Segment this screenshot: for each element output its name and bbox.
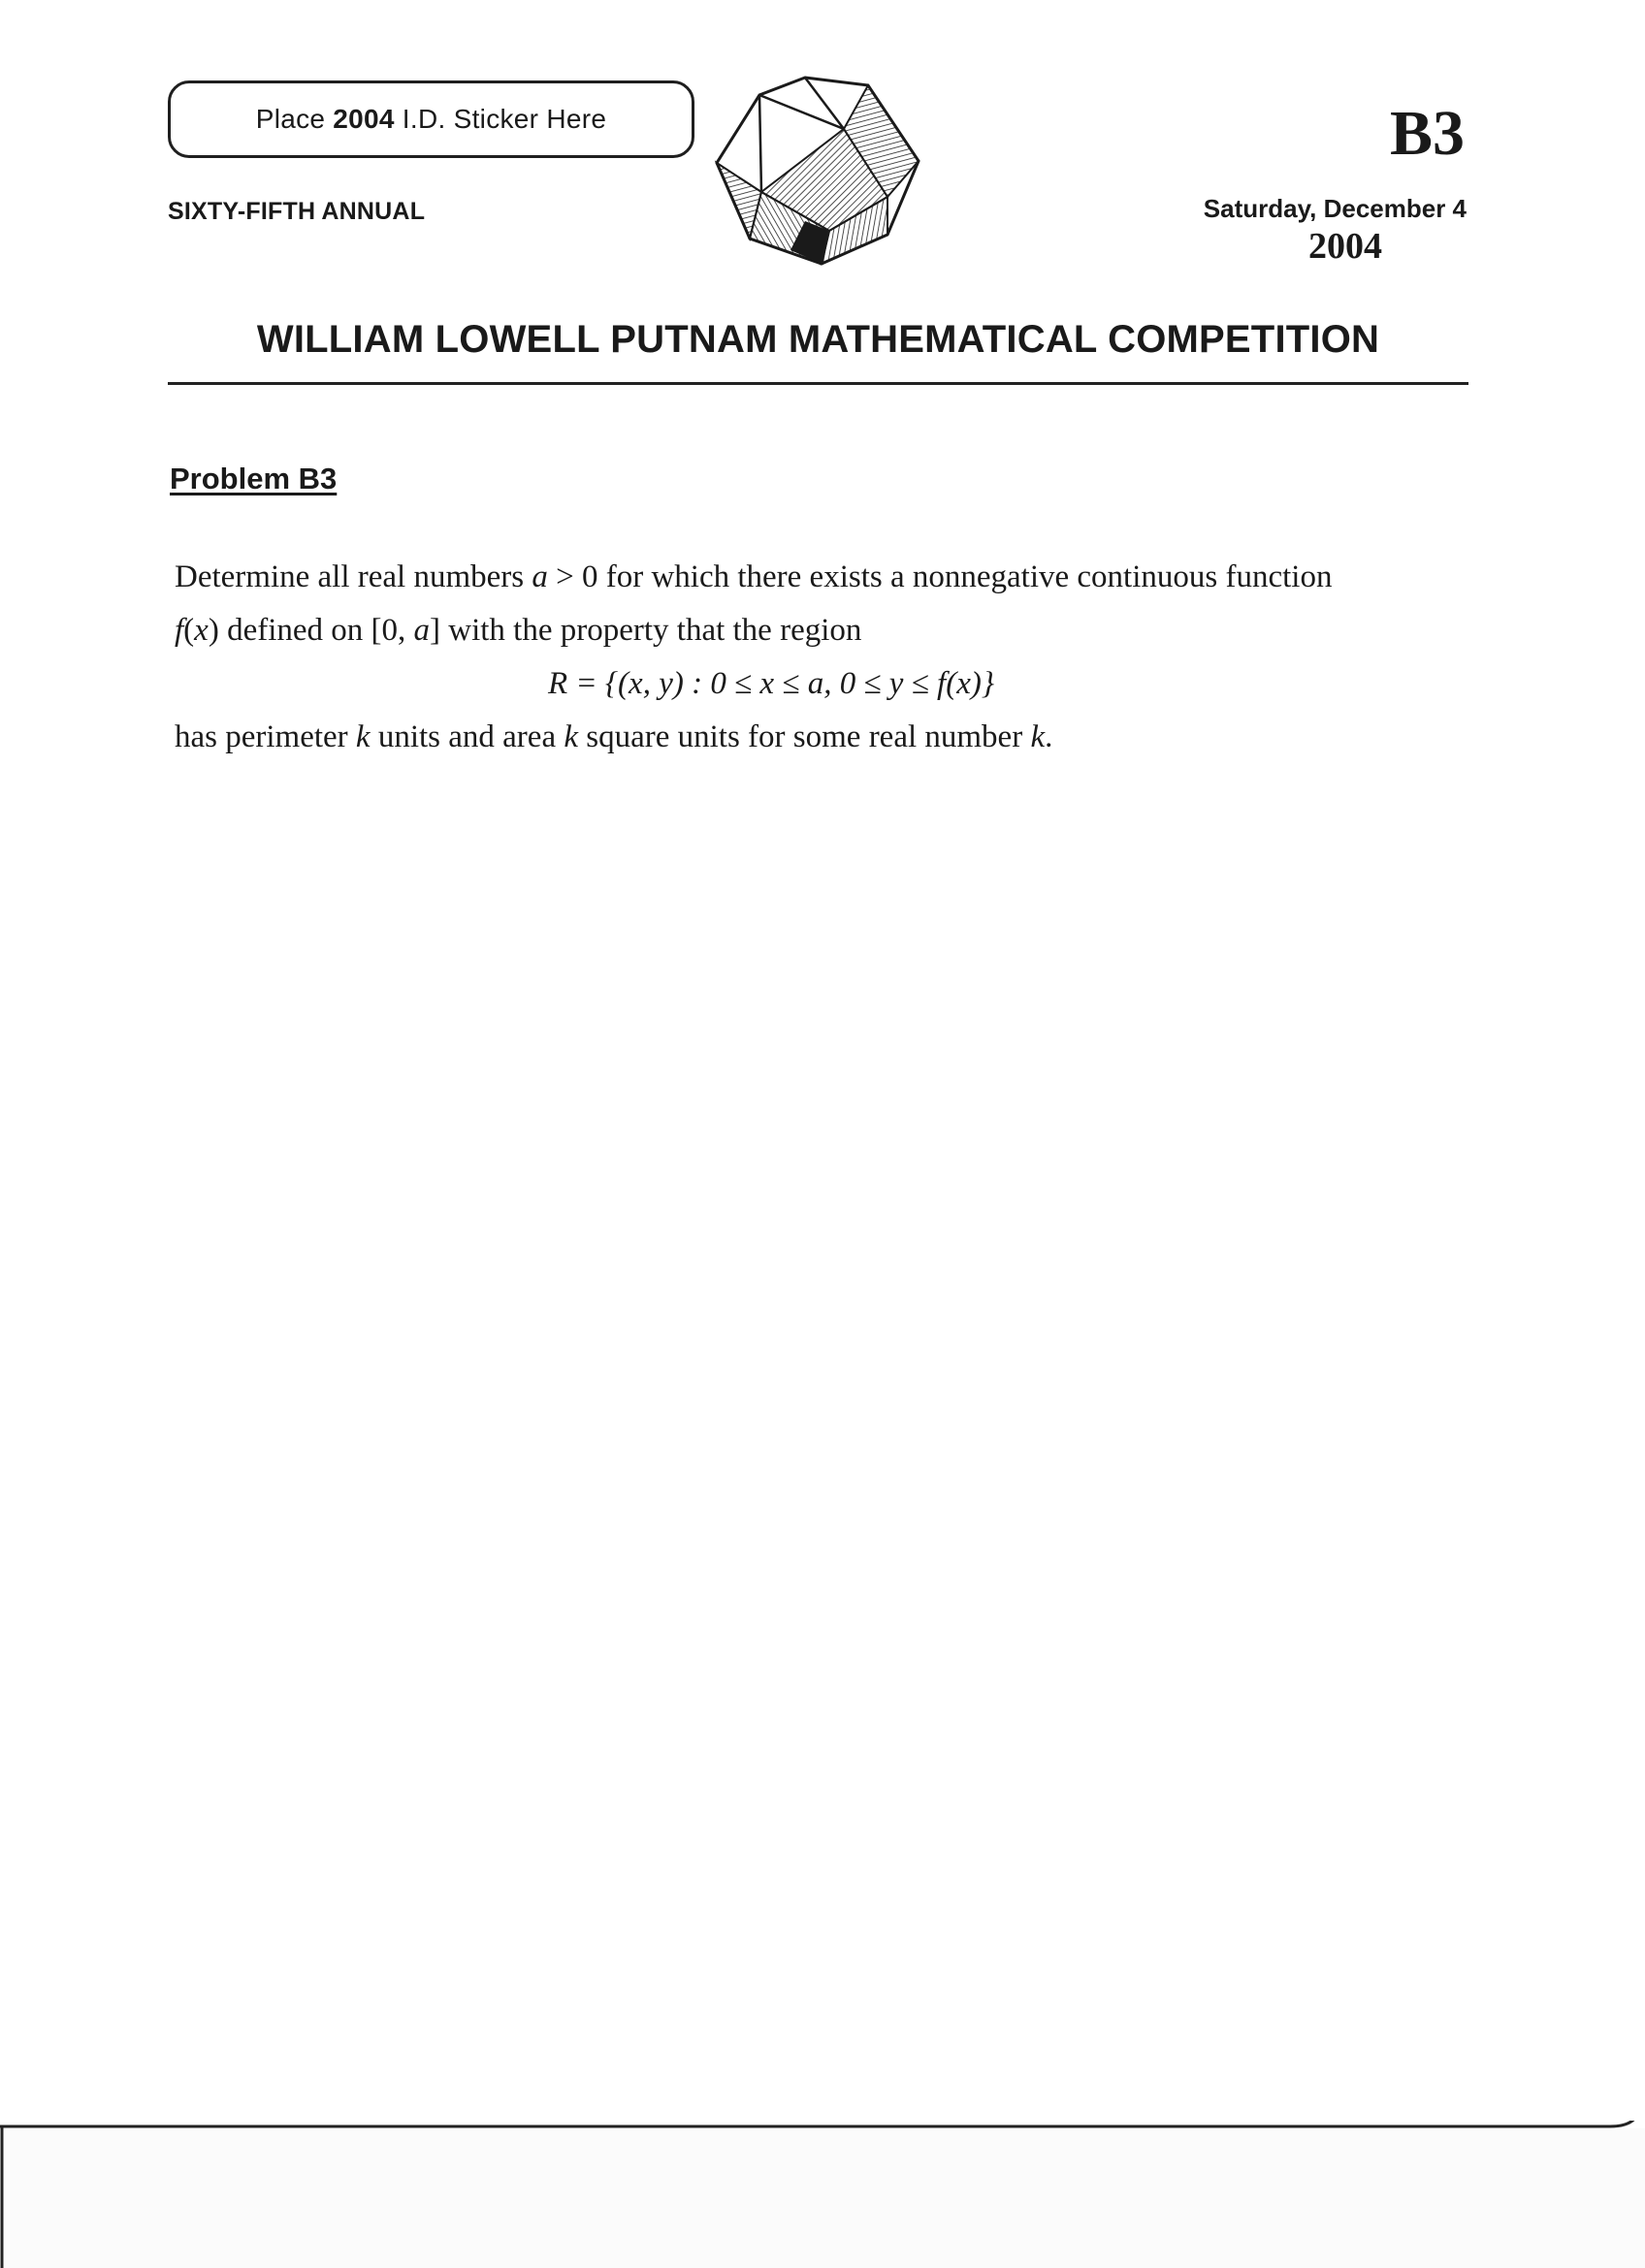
problem-heading: Problem B3 [170,462,338,495]
annual-label: SIXTY-FIFTH ANNUAL [168,198,426,225]
scan-page-edge [0,2121,1645,2268]
region-formula: R = {(x, y) : 0 ≤ x ≤ a, 0 ≤ y ≤ f(x)} [547,666,995,701]
title-divider [168,382,1468,385]
sticker-year: 2004 [333,104,395,134]
problem-line-1: Determine all real numbers a > 0 for which there exists a nonnegative continuous function [175,559,1333,594]
problem-line-4: has perimeter k units and area k square units for some real number k. [175,719,1053,754]
exam-year: 2004 [1308,226,1382,267]
problem-line-2: f(x) defined on [0, a] with the property that the region [175,613,862,648]
sticker-prefix: Place [255,104,326,134]
problem-statement [175,551,1474,764]
problem-code: B3 [1389,98,1465,169]
exam-date: Saturday, December 4 [1203,194,1467,223]
page-title: WILLIAM LOWELL PUTNAM MATHEMATICAL COMPETITION [256,318,1380,361]
sticker-suffix: I.D. Sticker Here [402,104,607,134]
polyhedron-icon [713,76,926,266]
id-sticker-box [168,80,694,158]
